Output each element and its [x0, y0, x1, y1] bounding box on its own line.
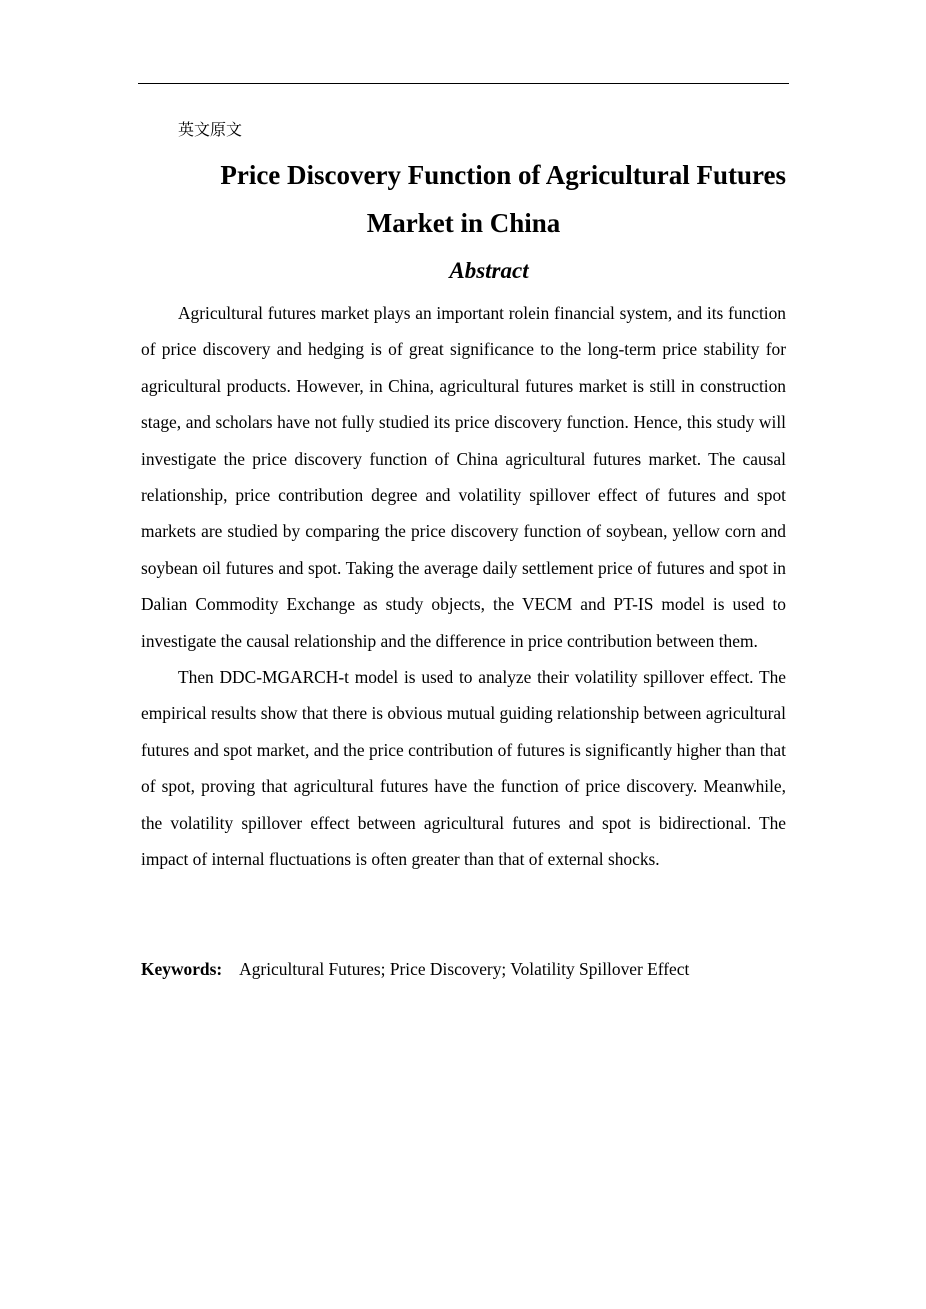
- abstract-paragraph-2: Then DDC-MGARCH-t model is used to analyze their volatility spillover effect. The empirical results show that there is obvious mutual guiding relationship between agricultural futures and spot market, and the price contribution of futures is significantly higher than that of spot, proving that agricultural futures have the function of price discovery. Meanwhile, the volatility spillover effect between agricultural futures and spot is bidirectional. The impact of internal fluctuations is often greater than that of external shocks.: [141, 667, 786, 870]
- document-title: [141, 151, 786, 247]
- title-line-2: Market in China: [366, 208, 561, 238]
- abstract-body: [141, 295, 786, 878]
- title-line-1: Price Discovery Function of Agricultural Futures: [220, 160, 786, 190]
- keywords-text: Agricultural Futures; Price Discovery; Volatility Spillover Effect: [239, 959, 690, 979]
- header-divider: [138, 83, 789, 84]
- abstract-paragraph-1: Agricultural futures market plays an important rolein financial system, and its function of price discovery and hedging is of great significance to the long-term price stability for agricultural products. However, in China, agricultural futures market is still in construction stage, and scholars have not fully studied its price discovery function. Hence, this study will investigate the price discovery function of China agricultural futures market. The causal relationship, price contribution degree and volatility spillover effect of futures and spot markets are studied by comparing the price discovery function of soybean, yellow corn and soybean oil futures and spot. Taking the average daily settlement price of futures and spot in Dalian Commodity Exchange as study objects, the VECM and PT-IS model is used to investigate the causal relationship and the difference in price contribution between them.: [141, 303, 786, 651]
- keywords-label: Keywords:: [141, 959, 223, 979]
- section-label: 英文原文: [178, 120, 243, 139]
- keywords-line: [141, 951, 786, 987]
- abstract-heading: Abstract: [449, 258, 529, 283]
